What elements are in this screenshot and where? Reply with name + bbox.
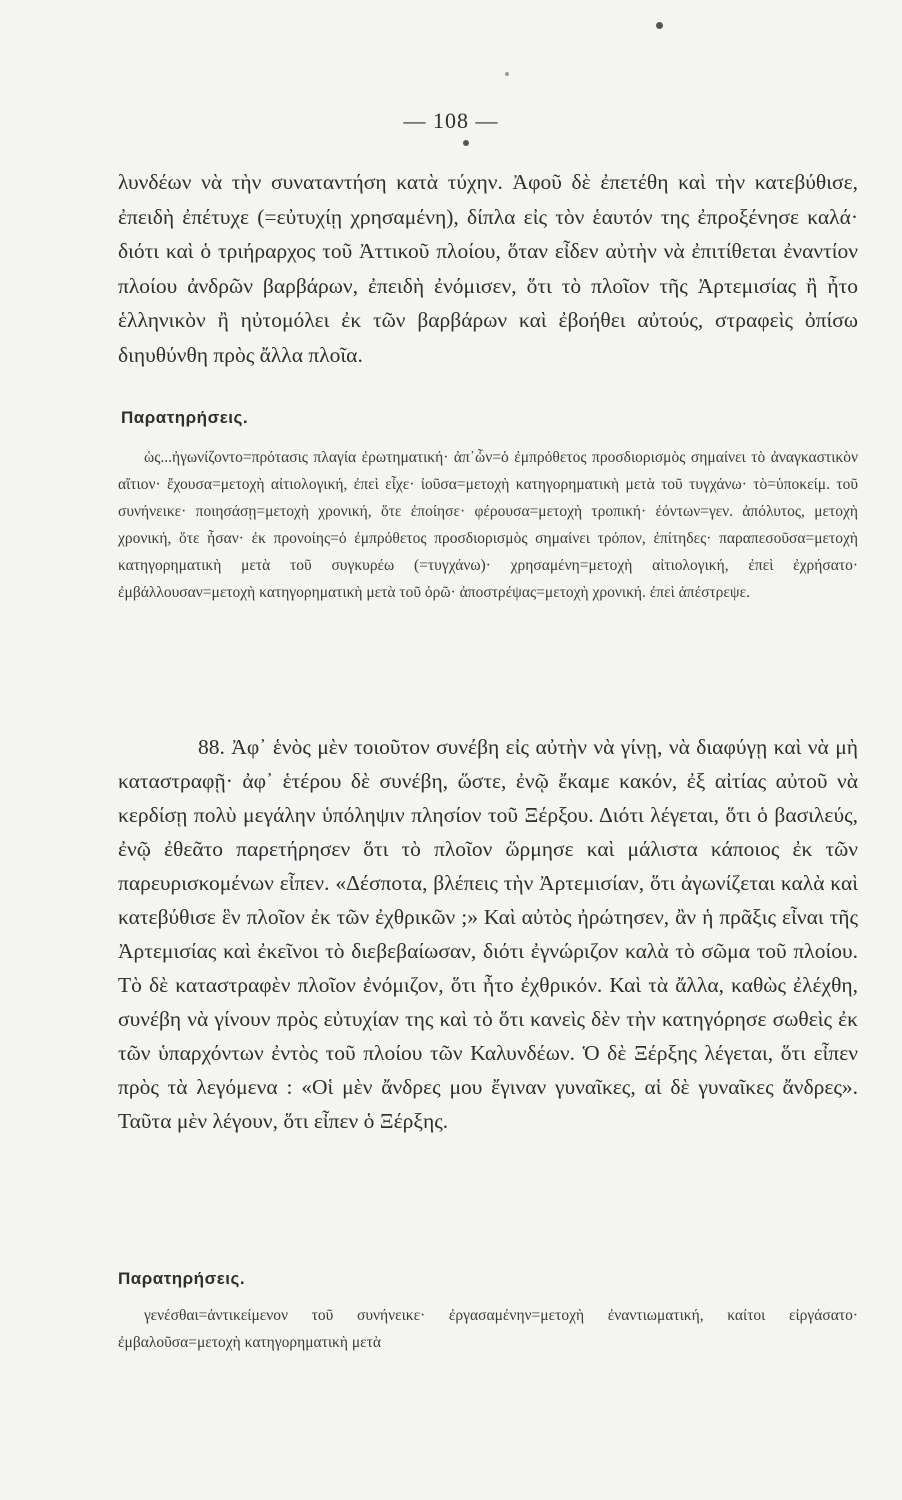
paragraph-1 bbox=[118, 165, 858, 372]
notes-heading-1: Παρατηρήσεις. bbox=[121, 408, 249, 427]
notes-2-text: γενέσθαι=ἀντικείμενον τοῦ συνήνεικε· ἐργασαμένην=μετοχὴ ἐναντιωματική, καίτοι εἰργάσατο· ἐμβαλοῦσα=μετοχὴ κατηγορηματικὴ μετὰ bbox=[118, 1307, 858, 1351]
page-number: — 108 — bbox=[403, 108, 499, 133]
notes-heading-2: Παρατηρήσεις. bbox=[118, 1269, 246, 1288]
paragraph-2-text: 88. Ἀφ᾿ ἑνὸς μὲν τοιοῦτον συνέβη εἰς αὐτὴν νὰ γίνῃ, νὰ διαφύγῃ καὶ νὰ μὴ καταστραφῇ· ἀφ᾿ ἑτέρου δὲ συνέβη, ὥστε, ἐνῷ ἔκαμε κακόν, ἐξ αἰτίας αὐτοῦ νὰ κερδίσῃ πολὺ μεγάλην ὑπόληψιν πλησίον τοῦ Ξέρξου. Διότι λέγεται, ὅτι ὁ βασιλεύς, ἐνῷ ἐθεᾶτο παρετήρησεν ὅτι τὸ πλοῖον ὥρμησε καὶ μάλιστα κάποιος ἐκ τῶν παρευρισκομένων εἶπεν. «Δέσποτα, βλέπεις τὴν Ἀρτεμισίαν, ὅτι ἀγωνίζεται καλὰ καὶ κατεβύθισε ἓν πλοῖον ἐκ τῶν ἐχθρικῶν ;» Καὶ αὐτὸς ἠρώτησεν, ἂν ἡ πρᾶξις εἶναι τῆς Ἀρτεμισίας καὶ ἐκεῖνοι τὸ διεβεβαίωσαν, διότι ἐγνώριζον καλὰ τὸ σῶμα τοῦ πλοίου. Τὸ δὲ καταστραφὲν πλοῖον ἐνόμιζον, ὅτι ἦτο ἐχθρικόν. Καὶ τὰ ἄλλα, καθὼς ἐλέχθη, συνέβη νὰ γίνουν πρὸς εὐτυχίαν της καὶ τὸ ὅτι κανεὶς δὲν τὴν κατηγόρησε σωθεὶς ἐκ τῶν ὑπαρχόντων ἐντὸς τοῦ πλοίου τῶν Καλυνδέων. Ὁ δὲ Ξέρξης λέγεται, ὅτι εἶπεν πρὸς τὰ λεγόμενα : «Οἱ μὲν ἄνδρες μου ἔγιναν γυναῖκες, αἱ δὲ γυναῖκες ἄνδρες». Ταῦτα μὲν λέγουν, ὅτι εἶπεν ὁ Ξέρξης. bbox=[118, 735, 858, 1133]
speck-mark bbox=[505, 72, 509, 76]
paragraph-1-text: λυνδέων νὰ τὴν συναταντήση κατὰ τύχην. Ἀφοῦ δὲ ἐπετέθη καὶ τὴν κατεβύθισε, ἐπειδὴ ἐπέτυχε (=εὐτυχίῃ χρησαμένη), δίπλα εἰς τὸν ἑαυτόν της ἐπροξένησε καλά· διότι καὶ ὁ τριήραρχος τοῦ Ἀττικοῦ πλοίου, ὅταν εἶδεν αὐτὴν νὰ ἐπιτίθεται ἐναντίον πλοίου ἀνδρῶν βαρβάρων, ἐπειδὴ ἐνόμισεν, ὅτι τὸ πλοῖον τῆς Ἀρτεμισίας ἢ ἦτο ἑλληνικὸν ἢ ηὐτομόλει ἐκ τῶν βαρβάρων καὶ ἐβοήθει αὐτούς, στραφεὶς ὀπίσω διηυθύνθη πρὸς ἄλλα πλοῖα. bbox=[118, 170, 858, 367]
speck-mark bbox=[463, 140, 469, 146]
notes-1 bbox=[118, 444, 858, 606]
notes-2 bbox=[118, 1302, 858, 1356]
paragraph-2 bbox=[118, 730, 858, 1138]
speck-mark bbox=[656, 22, 663, 29]
notes-1-text: ὡς...ἠγωνίζοντο=πρότασις πλαγία ἐρωτηματική· ἀπ᾿ὧν=ὁ ἐμπρόθετος προσδιορισμὸς σημαίνει τὸ ἀναγκαστικὸν αἴτιον· ἔχουσα=μετοχὴ αἰτιολογική, ἐπεὶ εἶχε· ἰοῦσα=μετοχὴ κατηγορηματικὴ μετὰ τοῦ τυγχάνω· τὸ=ὑποκείμ. τοῦ συνήνεικε· ποιησάσῃ=μετοχὴ χρονική, ὅτε ἐποίησε· φέρουσα=μετοχὴ τροπική· ἐόντων=γεν. ἀπόλυτος, μετοχὴ χρονική, ὅτε ἦσαν· ἐκ προνοίης=ὁ ἐμπρόθετος προσδιορισμὸς σημαίνει τρόπον, ἐπίτηδες· παραπεσοῦσα=μετοχὴ κατηγορηματικὴ μετὰ τοῦ συγκυρέω (=τυγχάνω)· χρησαμένη=μετοχὴ αἰτιολογική, ἐπεὶ ἐχρήσατο· ἐμβάλλουσαν=μετοχὴ κατηγορηματικὴ μετὰ τοῦ ὁρῶ· ἀποστρέψας=μετοχὴ χρονική. ἐπεὶ ἀπέστρεψε. bbox=[118, 449, 858, 601]
